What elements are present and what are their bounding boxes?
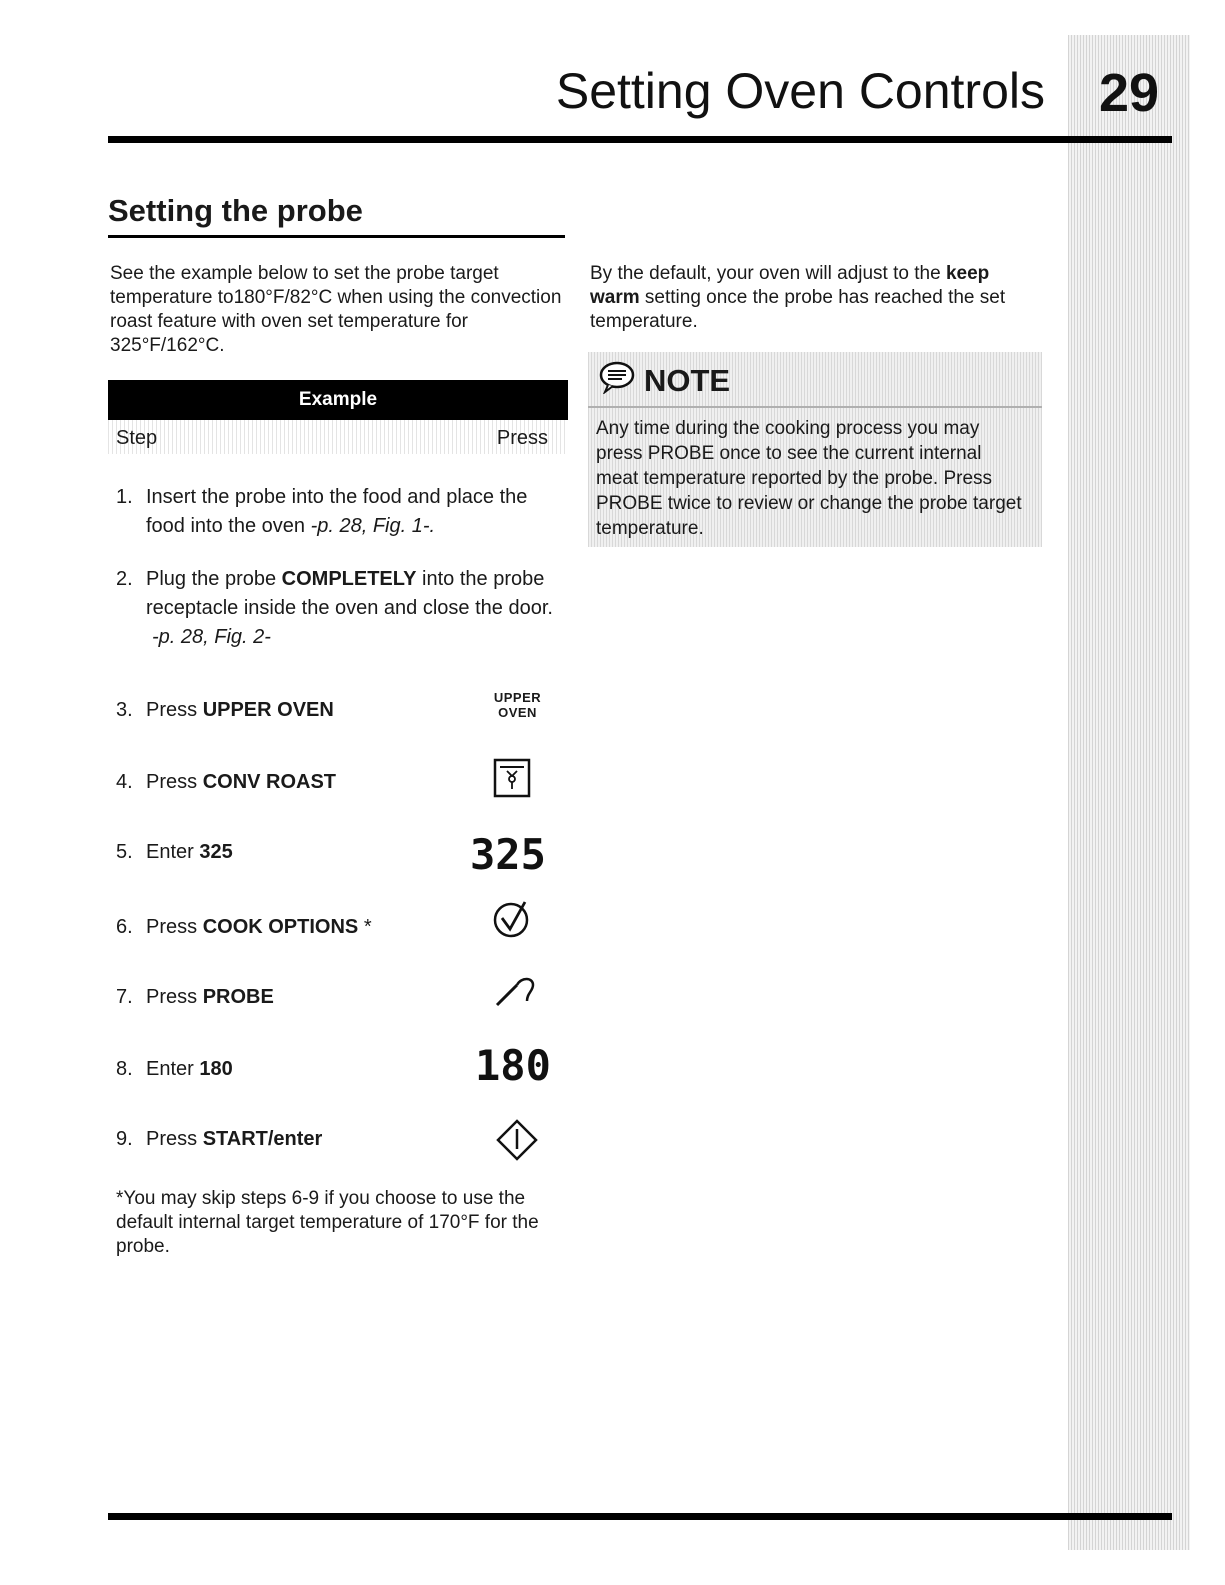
side-tab bbox=[1068, 35, 1190, 1550]
step-text: Enter bbox=[146, 1058, 200, 1080]
step-key: 180 bbox=[199, 1058, 233, 1080]
step-number: 7. bbox=[116, 986, 133, 1008]
footer-rule bbox=[108, 1513, 1172, 1520]
step-text: Press bbox=[146, 916, 203, 938]
conv-roast-icon[interactable] bbox=[493, 758, 531, 803]
intro-text: See the example below to set the probe target temperature to180°F/82°C when using the convection roast feature with oven set temperature for 325°F/162°C. bbox=[110, 263, 562, 356]
step-number: 4. bbox=[116, 771, 133, 793]
step-number: 2. bbox=[116, 568, 133, 590]
step-item bbox=[116, 483, 566, 541]
step-number: 9. bbox=[116, 1128, 133, 1150]
keep-warm-emphasis: keep warm bbox=[590, 263, 990, 308]
step-text: into the probe bbox=[416, 568, 545, 590]
note-body: Any time during the cooking process you may press PROBE once to see the current internal meat temperature reported by the probe. Press PROBE twice to review or change the probe target temperature. bbox=[596, 418, 1022, 539]
keep-warm-text-part: setting once the probe has reached the set temperature. bbox=[590, 287, 1006, 332]
section-heading: Setting the probe bbox=[108, 193, 565, 238]
step-item bbox=[116, 565, 566, 652]
note-icon bbox=[598, 360, 636, 402]
step-text: Press bbox=[146, 1128, 203, 1150]
keep-warm-text bbox=[590, 262, 1040, 334]
step-text: Press bbox=[146, 986, 203, 1008]
note-title-text: NOTE bbox=[644, 363, 731, 398]
step-text: Enter bbox=[146, 841, 200, 863]
step-key: PROBE bbox=[202, 986, 274, 1008]
step-number: 8. bbox=[116, 1058, 133, 1080]
step-text: Plug the probe bbox=[146, 568, 282, 590]
step-text: Press bbox=[146, 699, 203, 721]
step-text-continued: food into the oven bbox=[146, 515, 311, 537]
step-key: COOK OPTIONS bbox=[202, 916, 359, 938]
note-box bbox=[588, 352, 1042, 547]
step-key: 325 bbox=[199, 841, 233, 863]
start-diamond-icon[interactable] bbox=[495, 1118, 539, 1167]
step-text-continued: receptacle inside the oven and close the door. bbox=[146, 597, 553, 619]
check-circle-icon[interactable] bbox=[492, 898, 532, 943]
footnote: *You may skip steps 6-9 if you choose to use the default internal target temperature of 170°F for the probe. bbox=[116, 1188, 539, 1257]
probe-icon[interactable] bbox=[495, 975, 537, 1012]
upper-oven-pad-line1: UPPER bbox=[493, 690, 542, 705]
step-number: 6. bbox=[116, 916, 133, 938]
step-number: 5. bbox=[116, 841, 133, 863]
step-key: CONV ROAST bbox=[202, 771, 337, 793]
figure-reference: -p. 28, Fig. 2- bbox=[152, 626, 271, 648]
step-key: UPPER OVEN bbox=[202, 699, 334, 721]
upper-oven-pad-line2: OVEN bbox=[498, 705, 537, 720]
step-number: 3. bbox=[116, 699, 133, 721]
page-title: Setting Oven Controls bbox=[555, 63, 1045, 119]
note-divider bbox=[588, 406, 1042, 408]
step-text: Insert the probe into the food and place the bbox=[146, 486, 528, 508]
step-text: Press bbox=[146, 771, 203, 793]
example-header: Example bbox=[108, 380, 568, 420]
note-title bbox=[598, 360, 730, 402]
display-180: 180 bbox=[475, 1041, 551, 1090]
header-rule bbox=[108, 136, 1172, 143]
keep-warm-text-part: By the default, your oven will adjust to the bbox=[590, 263, 946, 284]
upper-oven-pad[interactable] bbox=[480, 690, 555, 720]
column-press-label: Press bbox=[496, 427, 548, 449]
step-emphasis: COMPLETELY bbox=[281, 568, 417, 590]
table-column-header bbox=[108, 420, 568, 454]
step-number: 1. bbox=[116, 486, 133, 508]
step-key: START/enter bbox=[202, 1128, 323, 1150]
step-text: * bbox=[358, 916, 372, 938]
display-325: 325 bbox=[470, 830, 546, 879]
column-step-label: Step bbox=[116, 427, 158, 449]
page-number: 29 bbox=[1098, 63, 1160, 123]
figure-reference: -p. 28, Fig. 1-. bbox=[310, 515, 436, 537]
